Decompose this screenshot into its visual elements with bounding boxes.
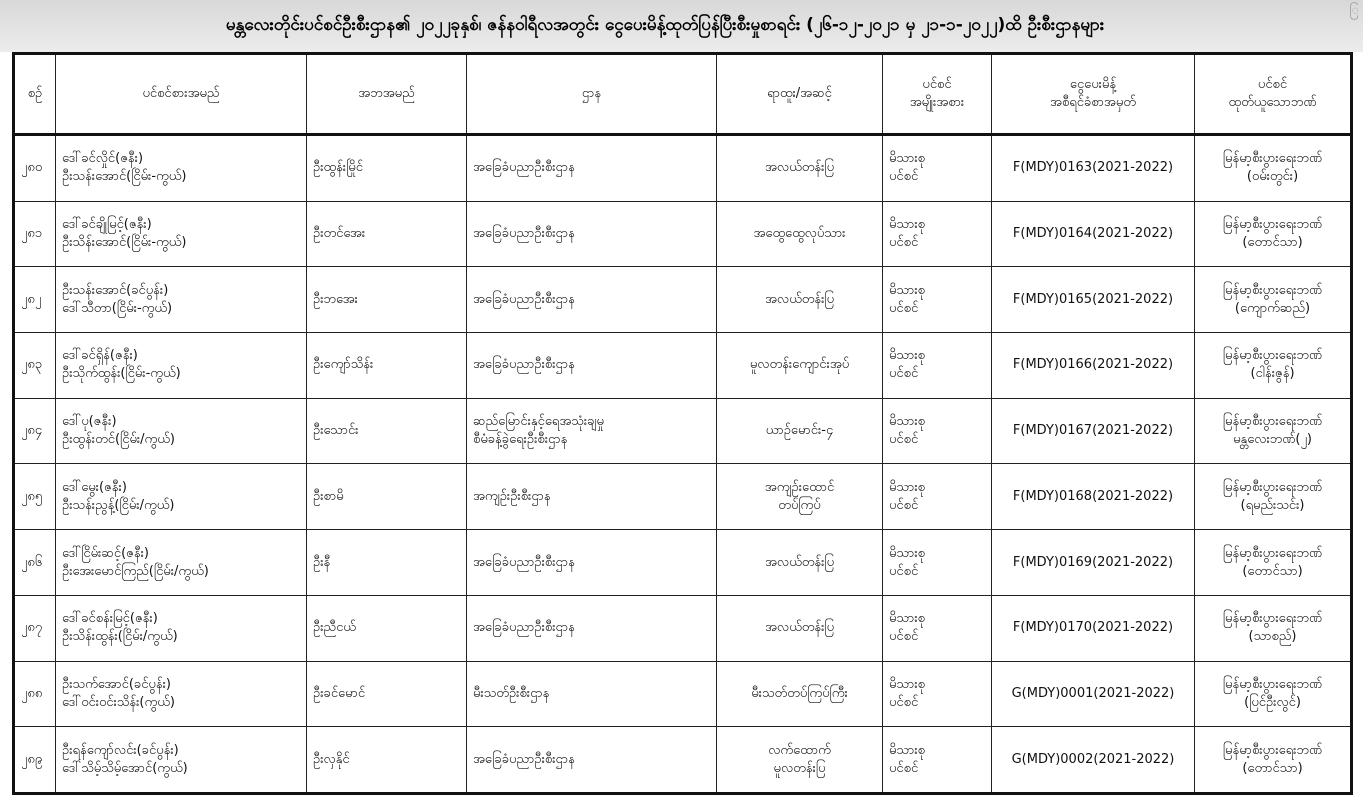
cell-order-no: F(MDY)0168(2021-2022)	[992, 464, 1195, 530]
cell-rank: အထွေထွေလုပ်သား	[717, 201, 883, 267]
table-row	[14, 135, 1352, 202]
cell-department: အခြေခံပညာဦးစီးဌာန	[467, 333, 717, 399]
cell-sr: ၂၈၆	[14, 530, 56, 596]
cell-order-no: G(MDY)0001(2021-2022)	[992, 661, 1195, 727]
cell-sr: ၂၈၉	[14, 727, 56, 794]
table-row	[14, 727, 1352, 794]
corner-mark: ြ	[1349, 3, 1359, 17]
cell-department: အခြေခံပညာဦးစီးဌာန	[467, 201, 717, 267]
cell-pension-type: မိသားစု ပင်စင်	[883, 135, 992, 202]
header-sr: စဉ်	[14, 54, 56, 135]
cell-sr: ၂၈၅	[14, 464, 56, 530]
cell-father: ဦးသောင်း	[307, 398, 467, 464]
cell-rank: အကျဉ်းထောင် တပ်ကြပ်	[717, 464, 883, 530]
cell-order-no: F(MDY)0169(2021-2022)	[992, 530, 1195, 596]
cell-rank: လက်ထောက် မူလတန်းပြ	[717, 727, 883, 794]
cell-father: ဦးကျော်သိန်း	[307, 333, 467, 399]
cell-department: ဆည်မြောင်းနှင့်ရေအသုံးချမှု စီမံခန့်ခွဲရေးဦးစီးဌာန	[467, 398, 717, 464]
cell-pension-type: မိသားစု ပင်စင်	[883, 201, 992, 267]
cell-bank: မြန်မာ့စီးပွားရေးဘဏ် (သာစည်)	[1195, 595, 1352, 661]
cell-pensioner: ဒေါ်ငြိမ်းဆင့်(ဇနီး) ဦးအေးမောင်ကြည်(ငြိမ်း/ကွယ်)	[56, 530, 307, 596]
cell-sr: ၂၈၈	[14, 661, 56, 727]
cell-pensioner: ဒေါ်မွေး(ဇနီး) ဦးသန်းညွန့်(ငြိမ်း/ကွယ်)	[56, 464, 307, 530]
cell-father: ဦးလှနိုင်	[307, 727, 467, 794]
cell-rank: ယာဉ်မောင်း-၄	[717, 398, 883, 464]
cell-pensioner: ဒေါ်ပု(ဇနီး) ဦးထွန်းတင်(ငြိမ်း/ကွယ်)	[56, 398, 307, 464]
cell-sr: ၂၈၇	[14, 595, 56, 661]
cell-pensioner: ဦးရန်ကျော်လင်း(ခင်ပွန်း) ဒေါ်သိမ့်သိမ့်အောင်(ကွယ်)	[56, 727, 307, 794]
cell-father: ဦးစာမိ	[307, 464, 467, 530]
cell-order-no: G(MDY)0002(2021-2022)	[992, 727, 1195, 794]
cell-pension-type: မိသားစု ပင်စင်	[883, 530, 992, 596]
cell-department: အကျဉ်းဦးစီးဌာန	[467, 464, 717, 530]
pension-table	[12, 52, 1353, 795]
cell-rank: အလယ်တန်းပြ	[717, 530, 883, 596]
cell-rank: အလယ်တန်းပြ	[717, 135, 883, 202]
cell-sr: ၂၈၁	[14, 201, 56, 267]
cell-bank: မြန်မာ့စီးပွားရေးဘဏ် (တောင်သာ)	[1195, 530, 1352, 596]
cell-pensioner: ဒေါ်ခင်ရှိန်(ဇနီး) ဦးသိုက်ထွန်း(ငြိမ်း-ကွယ်)	[56, 333, 307, 399]
cell-pension-type: မိသားစု ပင်စင်	[883, 595, 992, 661]
table-row	[14, 201, 1352, 267]
cell-bank: မြန်မာ့စီးပွားရေးဘဏ် (ဝမ်းတွင်း)	[1195, 135, 1352, 202]
cell-bank: မြန်မာ့စီးပွားရေးဘဏ် (တောင်သာ)	[1195, 201, 1352, 267]
cell-pension-type: မိသားစု ပင်စင်	[883, 464, 992, 530]
cell-pensioner: ဦးသက်အောင်(ခင်ပွန်း) ဒေါ်ဝင်းဝင်းသိန်း(ကွယ်)	[56, 661, 307, 727]
cell-bank: မြန်မာ့စီးပွားရေးဘဏ် (ပြင်ဦးလွင်)	[1195, 661, 1352, 727]
cell-sr: ၂၈၂	[14, 267, 56, 333]
page-title: မန္တလေးတိုင်းပင်စင်ဦးစီးဌာန၏ ၂၀၂၂ခုနှစ်၊ ဇန်နဝါရီလအတွင်း ငွေပေးမိန့်ထုတ်ပြန်ပြီးစီးမှုစာရင်း (၂၆-၁၂-၂၀၂၁ မှ ၂၁-၁-၂၀၂၂)ထိ ဦးစီးဌာနများ	[225, 14, 1105, 35]
cell-sr: ၂၈၀	[14, 135, 56, 202]
cell-department: အခြေခံပညာဦးစီးဌာန	[467, 530, 717, 596]
header-order-no: ငွေပေးမိန့် အစီရင်ခံစာအမှတ်	[992, 54, 1195, 135]
cell-father: ဦးညီငယ်	[307, 595, 467, 661]
cell-department: မီးသတ်ဦးစီးဌာန	[467, 661, 717, 727]
cell-bank: မြန်မာ့စီးပွားရေးဘဏ် မန္တလေးဘဏ်(၂)	[1195, 398, 1352, 464]
table-row	[14, 530, 1352, 596]
cell-father: ဦးဘအေး	[307, 267, 467, 333]
cell-father: ဦးနီ	[307, 530, 467, 596]
cell-rank: မူလတန်းကျောင်းအုပ်	[717, 333, 883, 399]
cell-bank: မြန်မာ့စီးပွားရေးဘဏ် (တောင်သာ)	[1195, 727, 1352, 794]
cell-father: ဦးတင်အေး	[307, 201, 467, 267]
cell-father: ဦးထွန်းမြိုင်	[307, 135, 467, 202]
cell-sr: ၂၈၄	[14, 398, 56, 464]
cell-sr: ၂၈၃	[14, 333, 56, 399]
cell-order-no: F(MDY)0170(2021-2022)	[992, 595, 1195, 661]
cell-rank: အလယ်တန်းပြ	[717, 267, 883, 333]
cell-pension-type: မိသားစု ပင်စင်	[883, 398, 992, 464]
cell-pensioner: ဒေါ်ခင်ချိုမြင့်(ဇနီး) ဦးသိန်းအောင်(ငြိမ်း-ကွယ်)	[56, 201, 307, 267]
cell-order-no: F(MDY)0165(2021-2022)	[992, 267, 1195, 333]
header-bank: ပင်စင် ထုတ်ယူသောဘဏ်	[1195, 54, 1352, 135]
header-row	[14, 54, 1352, 135]
header-father: အဘအမည်	[307, 54, 467, 135]
cell-pensioner: ဒေါ်ခင်လှိုင်(ဇနီး) ဦးသန်းအောင်(ငြိမ်း-ကွယ်)	[56, 135, 307, 202]
table-row	[14, 398, 1352, 464]
cell-bank: မြန်မာ့စီးပွားရေးဘဏ် (ငါန်းဇွန်)	[1195, 333, 1352, 399]
cell-rank: မီးသတ်တပ်ကြပ်ကြီး	[717, 661, 883, 727]
cell-department: အခြေခံပညာဦးစီးဌာန	[467, 727, 717, 794]
table-row	[14, 661, 1352, 727]
cell-pensioner: ဒေါ်ခင်စန်းမြင့်(ဇနီး) ဦးသိန်းထွန်း(ငြိမ်း/ကွယ်)	[56, 595, 307, 661]
cell-pensioner: ဦးသန်းအောင်(ခင်ပွန်း) ဒေါ်သီတာ(ငြိမ်း-ကွယ်)	[56, 267, 307, 333]
cell-order-no: F(MDY)0167(2021-2022)	[992, 398, 1195, 464]
table-row	[14, 595, 1352, 661]
table-row	[14, 333, 1352, 399]
cell-bank: မြန်မာ့စီးပွားရေးဘဏ် (ရမည်းသင်း)	[1195, 464, 1352, 530]
table-row	[14, 464, 1352, 530]
cell-department: အခြေခံပညာဦးစီးဌာန	[467, 267, 717, 333]
header-rank: ရာထူး/အဆင့်	[717, 54, 883, 135]
cell-pension-type: မိသားစု ပင်စင်	[883, 333, 992, 399]
cell-pension-type: မိသားစု ပင်စင်	[883, 661, 992, 727]
cell-bank: မြန်မာ့စီးပွားရေးဘဏ် (ကျောက်ဆည်)	[1195, 267, 1352, 333]
cell-department: အခြေခံပညာဦးစီးဌာန	[467, 595, 717, 661]
header-pensioner: ပင်စင်စားအမည်	[56, 54, 307, 135]
cell-father: ဦးခင်မောင်	[307, 661, 467, 727]
cell-order-no: F(MDY)0166(2021-2022)	[992, 333, 1195, 399]
cell-rank: အလယ်တန်းပြ	[717, 595, 883, 661]
cell-pension-type: မိသားစု ပင်စင်	[883, 727, 992, 794]
table-row	[14, 267, 1352, 333]
cell-department: အခြေခံပညာဦးစီးဌာန	[467, 135, 717, 202]
header-department: ဌာန	[467, 54, 717, 135]
cell-pension-type: မိသားစု ပင်စင်	[883, 267, 992, 333]
header-pension-type: ပင်စင် အမျိုးအစား	[883, 54, 992, 135]
cell-order-no: F(MDY)0163(2021-2022)	[992, 135, 1195, 202]
cell-order-no: F(MDY)0164(2021-2022)	[992, 201, 1195, 267]
